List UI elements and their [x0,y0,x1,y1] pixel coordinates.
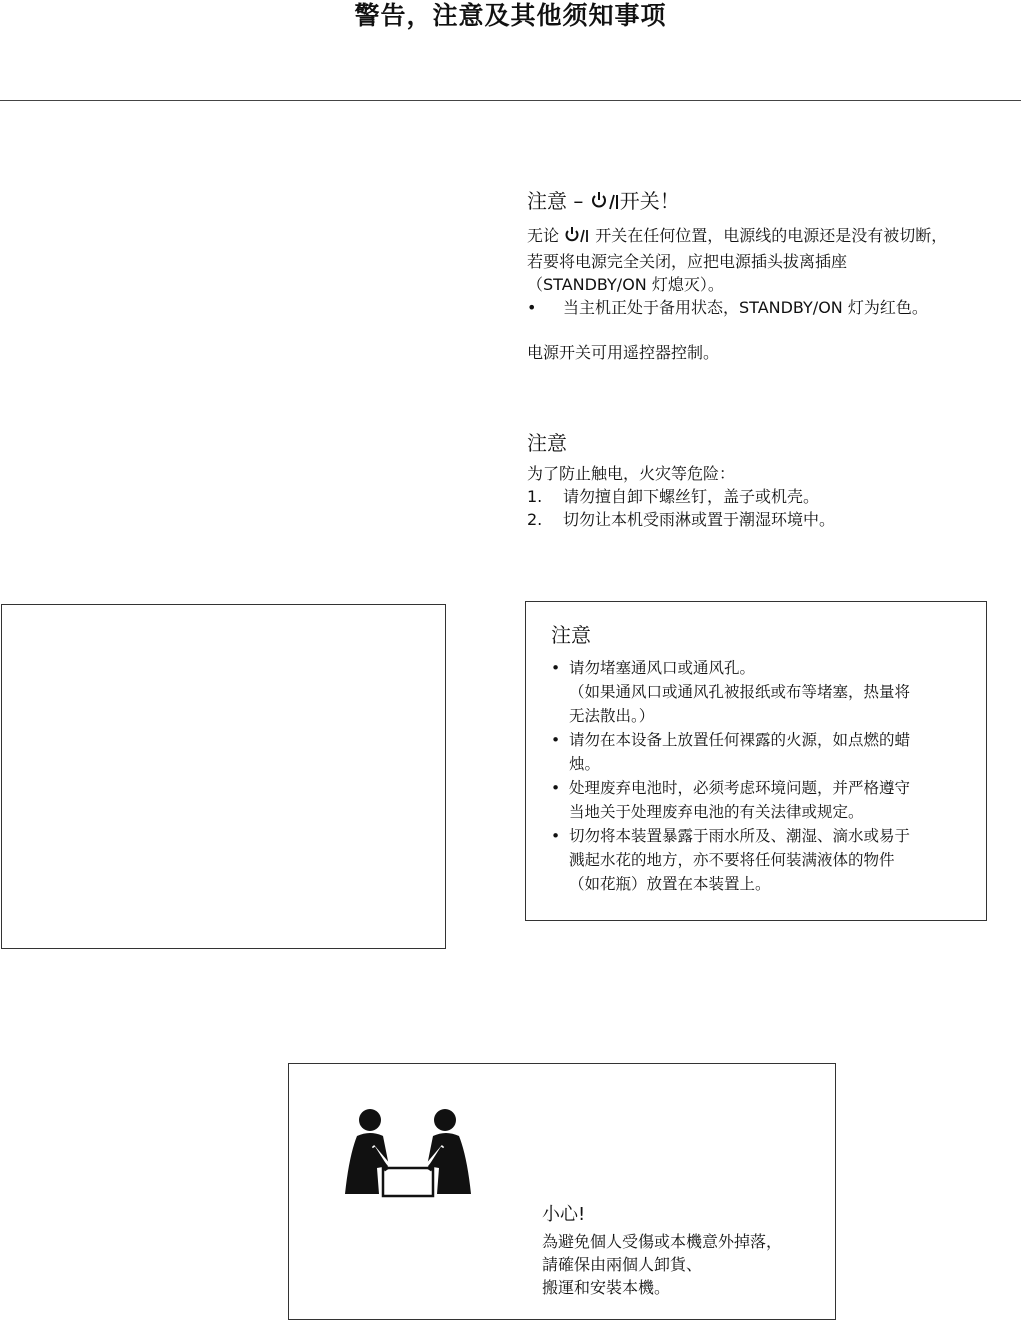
standby-section [527,188,1007,364]
standby-heading-suffix: 开关！ [619,189,680,213]
carry-line: 請確保由兩個人卸貨、 [542,1255,703,1274]
power-standby-icon [564,226,590,250]
carry-line: 搬運和安裝本機。 [542,1278,671,1297]
standby-bullet: • 当主机正处于备用状态，STANDBY/ON 灯为红色。 [527,298,928,317]
standby-para-prefix: 无论 [527,226,560,245]
shock-caution-intro: 为了防止触电，火灾等危险： [527,464,736,483]
list-item: • 请勿堵塞通风口或通风孔。 （如果通风口或通风孔被报纸或布等堵塞，热量将 无法散出。） [551,659,911,725]
ventilation-caution-box [525,601,987,921]
list-item: • 处理废弃电池时，必须考虑环境问题，并严格遵守 当地关于处理废弃电池的有关法律或规定。 [551,779,911,821]
remote-note: 电源开关可用遥控器控制。 [527,343,720,362]
standby-paragraph [527,224,1007,364]
ventilation-heading: 注意 [551,623,591,647]
carry-notice-box [288,1063,836,1320]
carry-line: 為避免個人受傷或本機意外掉落， [542,1232,783,1251]
list-item: 1. 请勿擅自卸下螺丝钉，盖子或机壳。 [527,487,820,506]
title-divider [0,100,1021,101]
standby-heading [527,188,1007,217]
standby-para-line1: 开关在任何位置，电源线的电源还是没有被切断， [595,226,948,245]
blank-frame [1,604,446,949]
page-title: 警告，注意及其他须知事项 [354,1,667,30]
shock-caution-section [527,430,1007,531]
shock-caution-heading: 注意 [527,431,567,455]
list-item: 2. 切勿让本机受雨淋或置于潮湿环境中。 [527,510,836,529]
list-item: • 切勿将本装置暴露于雨水所及、潮湿、滴水或易于 溅起水花的地方，亦不要将任何装满液体的物件 （如花瓶）放置在本装置上。 [551,827,911,893]
power-standby-icon [590,191,620,217]
carry-notice-text [542,1202,832,1299]
standby-para-line2: 若要将电源完全关闭，应把电源插头拔离插座 [527,252,848,271]
two-person-carry-icon [343,1106,473,1198]
carry-heading: 小心! [542,1204,586,1225]
list-item: • 请勿在本设备上放置任何裸露的火源，如点燃的蜡 烛。 [551,731,911,773]
standby-heading-prefix: 注意 – [527,189,584,213]
standby-bullet-text: 当主机正处于备用状态，STANDBY/ON 灯为红色。 [563,298,928,317]
standby-para-line3: （STANDBY/ON 灯熄灭）。 [527,275,724,294]
